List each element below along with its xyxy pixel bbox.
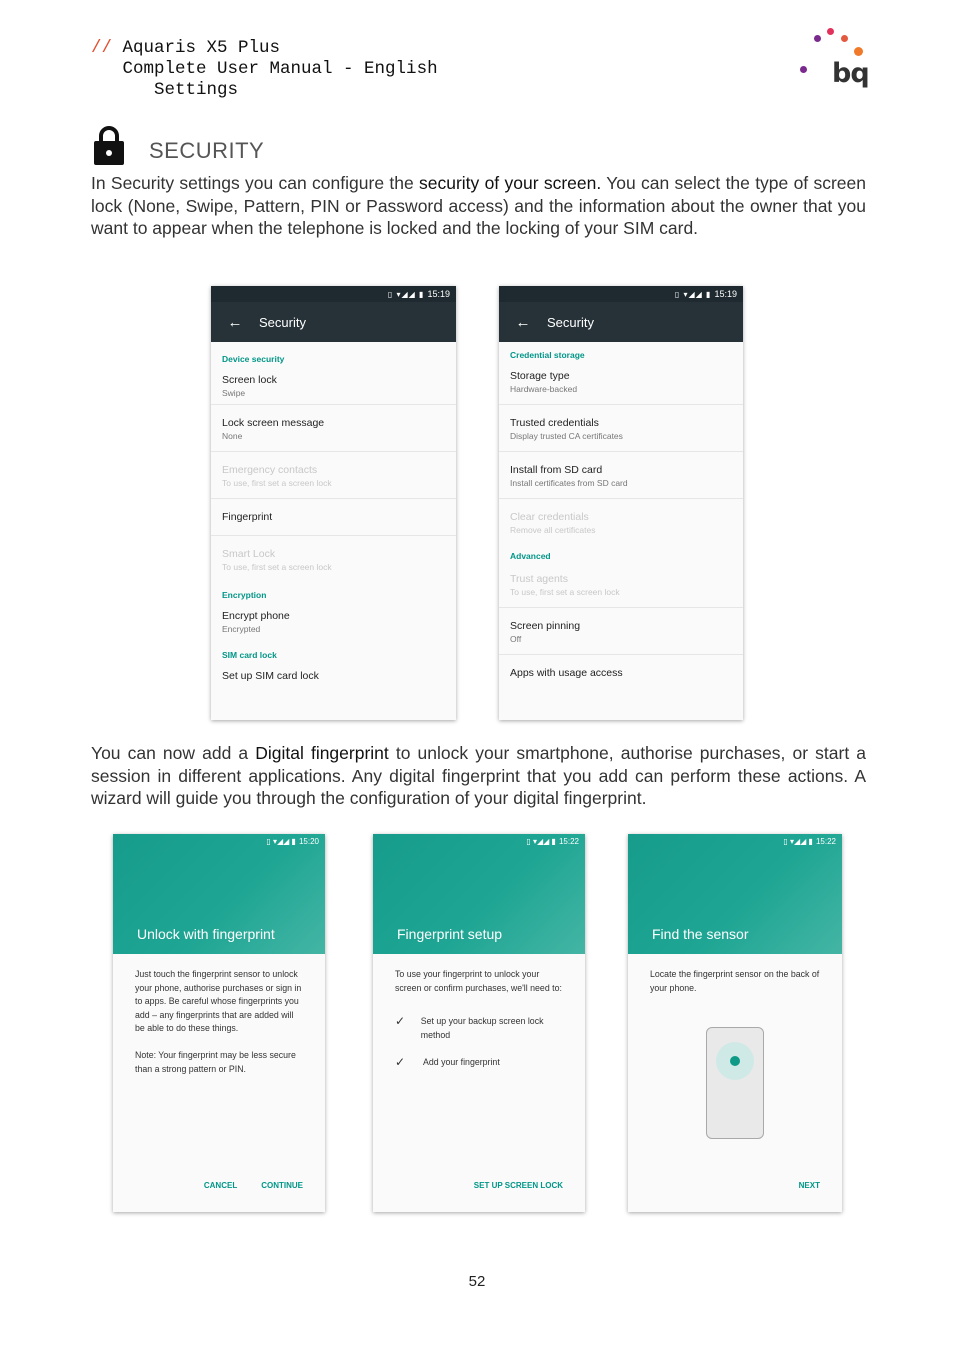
fingerprint-screen-setup [373, 834, 585, 1212]
fp-description: To use your fingerprint to unlock your screen or confirm purchases, we'll need to: [395, 969, 562, 993]
item-subtitle: Remove all certificates [510, 525, 596, 535]
step-label: Add your fingerprint [423, 1057, 500, 1068]
item-subtitle: Install certificates from SD card [510, 478, 628, 488]
list-item-storage[interactable] [499, 364, 743, 405]
list-item-trust-agents [499, 565, 743, 608]
fp-header [113, 834, 325, 954]
status-bar [628, 834, 842, 848]
fp-footer [204, 1181, 303, 1190]
check-icon: ✓ [395, 1055, 406, 1070]
list-item-lock-message[interactable] [211, 405, 456, 452]
status-time: 15:22 [558, 836, 579, 846]
status-icons: ▯ ▾◢◢ ▮ [526, 836, 556, 846]
intro-emphasis: security of your screen. [418, 173, 602, 193]
item-title: Encrypt phone [222, 610, 290, 622]
fp-description: Just touch the fingerprint sensor to unlock your phone, authorise purchases or sign in to apps. Be careful whose fingerprints you add – any fingerprints that are added will be able to do these things. [135, 969, 302, 1034]
item-subtitle: None [222, 431, 243, 441]
section-title: SECURITY [149, 138, 265, 163]
list-item-trusted[interactable] [499, 405, 743, 452]
app-bar [211, 302, 456, 342]
item-title: Set up SIM card lock [222, 670, 319, 682]
fingerprint-sensor-icon [716, 1042, 754, 1080]
setup-screen-lock-button[interactable]: SET UP SCREEN LOCK [473, 1181, 563, 1190]
header-slashes: // [91, 38, 113, 58]
fp-emphasis: Digital fingerprint [255, 743, 389, 763]
check-icon: ✓ [395, 1014, 406, 1029]
item-title: Screen lock [222, 374, 277, 386]
back-arrow-icon[interactable]: ← [227, 313, 243, 331]
next-button[interactable]: NEXT [798, 1181, 820, 1190]
item-subtitle: To use, first set a screen lock [222, 478, 332, 488]
fp-note: Note: Your fingerprint may be less secure than a strong pattern or PIN. [135, 1049, 296, 1074]
list-item-encrypt[interactable] [211, 604, 456, 640]
item-subtitle: Hardware-backed [510, 384, 578, 394]
item-title: Apps with usage access [510, 667, 623, 679]
list-item-pinning[interactable] [499, 608, 743, 655]
intro-text-rest: You can select the type of screen lock (None, Swipe, Pattern, PIN or Password access) and the information about the owner that you want to appear when the telephone is locked and the locking of your SIM card. [91, 173, 866, 239]
header-subtitle: Complete User Manual - English [122, 59, 438, 79]
item-title: Lock screen message [222, 417, 325, 429]
intro-text: In Security settings you can configure the [91, 173, 419, 193]
fp-footer [799, 1181, 820, 1190]
list-item-smart-lock [211, 536, 456, 578]
status-icons: ▯ ▾◢◢ ▮ [266, 836, 296, 846]
fingerprint-paragraph [91, 742, 866, 810]
section-header: SIM card lock [222, 650, 277, 660]
lock-icon [93, 125, 125, 165]
status-icons: ▯ ▾◢◢ ▮ [387, 289, 425, 299]
section-header: Advanced [510, 551, 551, 561]
item-title: Trust agents [510, 573, 568, 585]
item-subtitle: Off [510, 634, 522, 644]
status-bar [373, 834, 585, 848]
phone-back-illustration [706, 1027, 764, 1139]
list-item-usage[interactable] [499, 655, 743, 685]
section-header: Credential storage [510, 350, 585, 360]
fp-text-rest: to unlock your smartphone, authorise purchases, or start a session in different applications. Any digital fingerprint that you add can perform these actions. A wizard will guide you through the configuration of your digital fingerprint. [91, 743, 867, 809]
fp-title: Unlock with fingerprint [137, 926, 275, 942]
list-item-sim-lock[interactable] [211, 666, 456, 688]
item-title: Install from SD card [510, 464, 603, 476]
status-icons: ▯ ▾◢◢ ▮ [783, 836, 813, 846]
status-bar [499, 286, 743, 302]
fp-footer [474, 1181, 563, 1190]
item-title: Fingerprint [222, 511, 273, 523]
logo-text: bq [832, 58, 869, 89]
bq-logo [796, 26, 869, 96]
status-time: 15:19 [427, 289, 450, 299]
status-time: 15:19 [714, 289, 737, 299]
item-subtitle: To use, first set a screen lock [222, 562, 332, 572]
section-header: Device security [222, 354, 285, 364]
list-item-clear [499, 499, 743, 541]
fp-description: Locate the fingerprint sensor on the back of your phone. [650, 969, 820, 993]
fp-title: Find the sensor [652, 926, 749, 942]
status-icons: ▯ ▾◢◢ ▮ [674, 289, 712, 299]
back-arrow-icon[interactable]: ← [515, 313, 531, 331]
checklist-item [395, 1015, 563, 1042]
logo-dot [800, 66, 807, 73]
logo-dot [827, 28, 834, 35]
item-title: Storage type [510, 370, 570, 382]
security-screen-1 [211, 286, 456, 720]
fp-body [628, 954, 842, 1009]
header-title: Aquaris X5 Plus [122, 38, 281, 58]
item-subtitle: Display trusted CA certificates [510, 431, 623, 441]
app-bar [499, 302, 743, 342]
logo-dot [841, 35, 848, 42]
item-title: Clear credentials [510, 511, 589, 523]
list-item-install[interactable] [499, 452, 743, 499]
status-bar [211, 286, 456, 302]
section-header: Encryption [222, 590, 267, 600]
list-item-screen-lock[interactable] [211, 368, 456, 405]
item-title: Screen pinning [510, 620, 581, 632]
status-bar [113, 834, 325, 848]
continue-button[interactable]: CONTINUE [261, 1181, 303, 1190]
item-title: Emergency contacts [222, 464, 318, 476]
sensor-dot [730, 1056, 740, 1066]
item-subtitle: To use, first set a screen lock [510, 587, 620, 597]
status-time: 15:22 [815, 836, 836, 846]
list-item-fingerprint[interactable] [211, 499, 456, 536]
logo-dot [814, 35, 821, 42]
header-chapter: Settings [154, 80, 239, 100]
security-screen-2 [499, 286, 743, 720]
page-number: 52 [468, 1273, 486, 1290]
fp-header [628, 834, 842, 954]
app-bar-title: Security [259, 314, 306, 330]
fp-body [113, 954, 325, 1090]
list-item-emergency [211, 452, 456, 499]
fp-body [373, 954, 585, 1084]
cancel-button[interactable]: CANCEL [203, 1181, 238, 1190]
status-time: 15:20 [298, 836, 319, 846]
item-subtitle: Encrypted [222, 624, 261, 634]
checklist-item [395, 1056, 563, 1070]
fp-header [373, 834, 585, 954]
app-bar-title: Security [547, 314, 594, 330]
fp-text: You can now add a [91, 743, 256, 763]
fingerprint-screen-find-sensor [628, 834, 842, 1212]
logo-dot [854, 47, 863, 56]
step-label: Set up your backup screen lock method [420, 1016, 544, 1040]
item-title: Trusted credentials [510, 417, 599, 429]
fingerprint-screen-unlock [113, 834, 325, 1212]
document-header [91, 38, 438, 101]
item-title: Smart Lock [222, 548, 276, 560]
intro-paragraph [91, 172, 866, 240]
fp-title: Fingerprint setup [397, 926, 503, 942]
item-subtitle: Swipe [222, 388, 246, 398]
